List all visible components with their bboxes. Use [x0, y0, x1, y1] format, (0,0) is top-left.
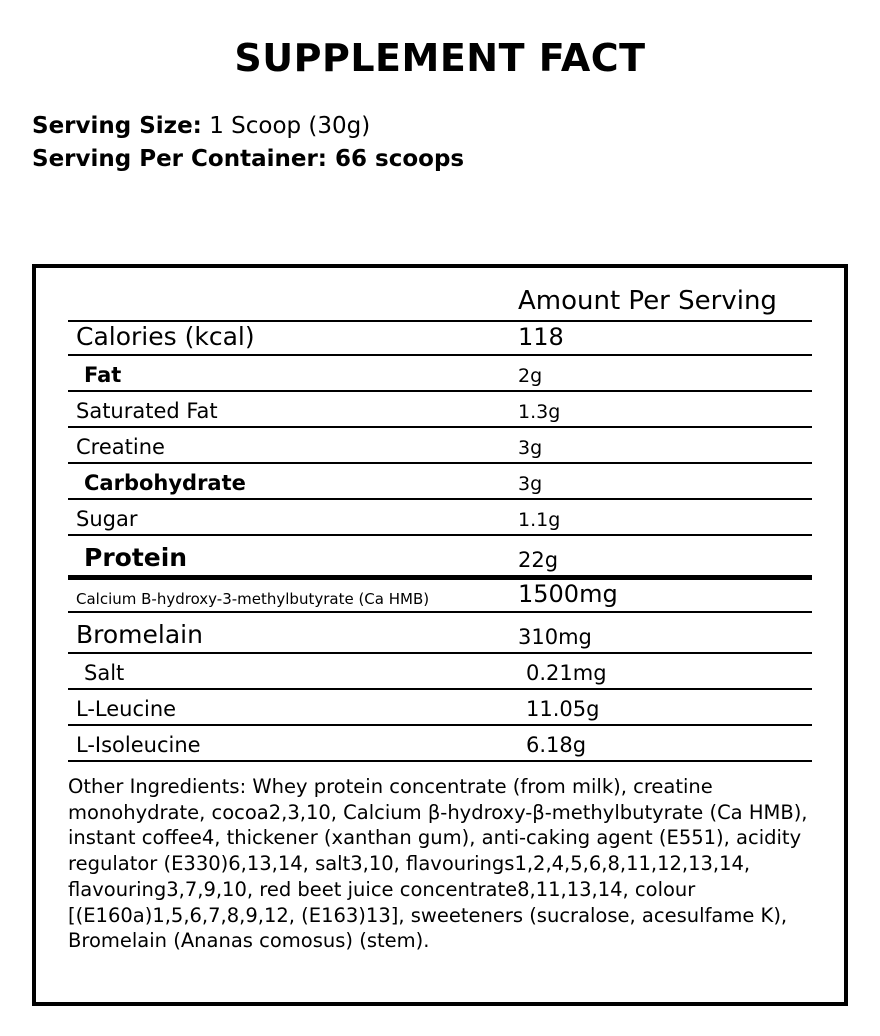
row-label: Sugar: [76, 507, 138, 531]
row-amount: 1.3g: [518, 401, 561, 423]
row-name: [68, 499, 518, 535]
table-row: [68, 499, 812, 535]
row-label: Creatine: [76, 435, 165, 459]
row-name: [68, 463, 518, 499]
row-name: [68, 427, 518, 463]
table-row: [68, 689, 812, 725]
row-name: [68, 355, 518, 391]
row-value: [518, 321, 812, 355]
row-amount: 310mg: [518, 625, 592, 649]
row-amount: 118: [518, 323, 564, 351]
row-value: [518, 725, 812, 761]
row-value: [518, 355, 812, 391]
row-label: Carbohydrate: [84, 471, 246, 495]
header-amount-cell: Amount Per Serving: [518, 286, 777, 316]
table-row: [68, 355, 812, 391]
row-label: Salt: [84, 661, 125, 685]
other-ingredients-text: Other Ingredients: Whey protein concentrate (from milk), creatine monohydrate, cocoa2,3,10, Calcium β-hydroxy-β-methylbutyrate (Ca HMB), instant coffee4, thickener (xanthan gum), anti-caking agent (E551), acidity regulator (E330)6,13,14, salt3,10, flavourings1,2,4,5,6,8,11,12,13,14, flavouring3,7,9,10, red beet juice concentrate8,11,13,14, colour [(E160a)1,5,6,7,8,9,12, (E163)13], sweeteners (sucralose, acesulfame K), Bromelain (Ananas comosus) (stem).: [68, 775, 808, 953]
table-row: [68, 391, 812, 427]
table-row: [68, 321, 812, 355]
row-value: [518, 578, 812, 613]
table-row: [68, 535, 812, 578]
row-amount: 6.18g: [526, 733, 587, 757]
row-label: L-Leucine: [76, 697, 177, 721]
row-label: Fat: [84, 363, 122, 387]
serving-per-container-line: Serving Per Container: 66 scoops: [32, 146, 465, 173]
table-row: [68, 725, 812, 761]
row-name: [68, 321, 518, 355]
row-amount: 3g: [518, 437, 543, 459]
row-name: [68, 535, 518, 578]
row-value: [518, 689, 812, 725]
row-label: Calcium B-hydroxy-3-methylbutyrate (Ca HMB): [76, 590, 430, 608]
header-name-cell: [68, 286, 518, 321]
row-name: [68, 689, 518, 725]
row-value: [518, 427, 812, 463]
row-amount: 1.1g: [518, 509, 561, 531]
row-amount: 0.21mg: [526, 661, 607, 685]
table-header-row: [68, 286, 812, 321]
row-value: [518, 612, 812, 653]
nutrition-facts-box: [32, 264, 848, 1006]
row-name: [68, 578, 518, 613]
row-value: [518, 463, 812, 499]
serving-size-line: [32, 110, 880, 143]
row-label: Protein: [84, 543, 188, 572]
row-name: [68, 653, 518, 689]
supplement-fact-page: [0, 36, 880, 1036]
row-name: [68, 612, 518, 653]
serving-size-value: 1 Scoop (30g): [209, 113, 371, 139]
row-amount: 2g: [518, 365, 543, 387]
row-amount: 3g: [518, 473, 543, 495]
row-value: [518, 535, 812, 578]
row-amount: 1500mg: [518, 580, 618, 608]
row-label: Calories (kcal): [76, 322, 255, 351]
row-value: [518, 391, 812, 427]
table-row: [68, 653, 812, 689]
row-name: [68, 725, 518, 761]
row-label: L-Isoleucine: [76, 733, 201, 757]
table-row: [68, 612, 812, 653]
table-row: [68, 463, 812, 499]
row-amount: 22g: [518, 548, 559, 572]
row-amount: 11.05g: [526, 697, 600, 721]
row-value: [518, 653, 812, 689]
table-row: [68, 427, 812, 463]
page-title: SUPPLEMENT FACT: [234, 36, 646, 80]
serving-size-label: Serving Size:: [32, 113, 202, 139]
table-row: [68, 578, 812, 613]
row-value: [518, 499, 812, 535]
row-name: [68, 391, 518, 427]
row-label: Saturated Fat: [76, 399, 218, 423]
nutrition-facts-table: [68, 286, 812, 762]
row-label: Bromelain: [76, 620, 203, 649]
serving-info: [32, 110, 880, 177]
